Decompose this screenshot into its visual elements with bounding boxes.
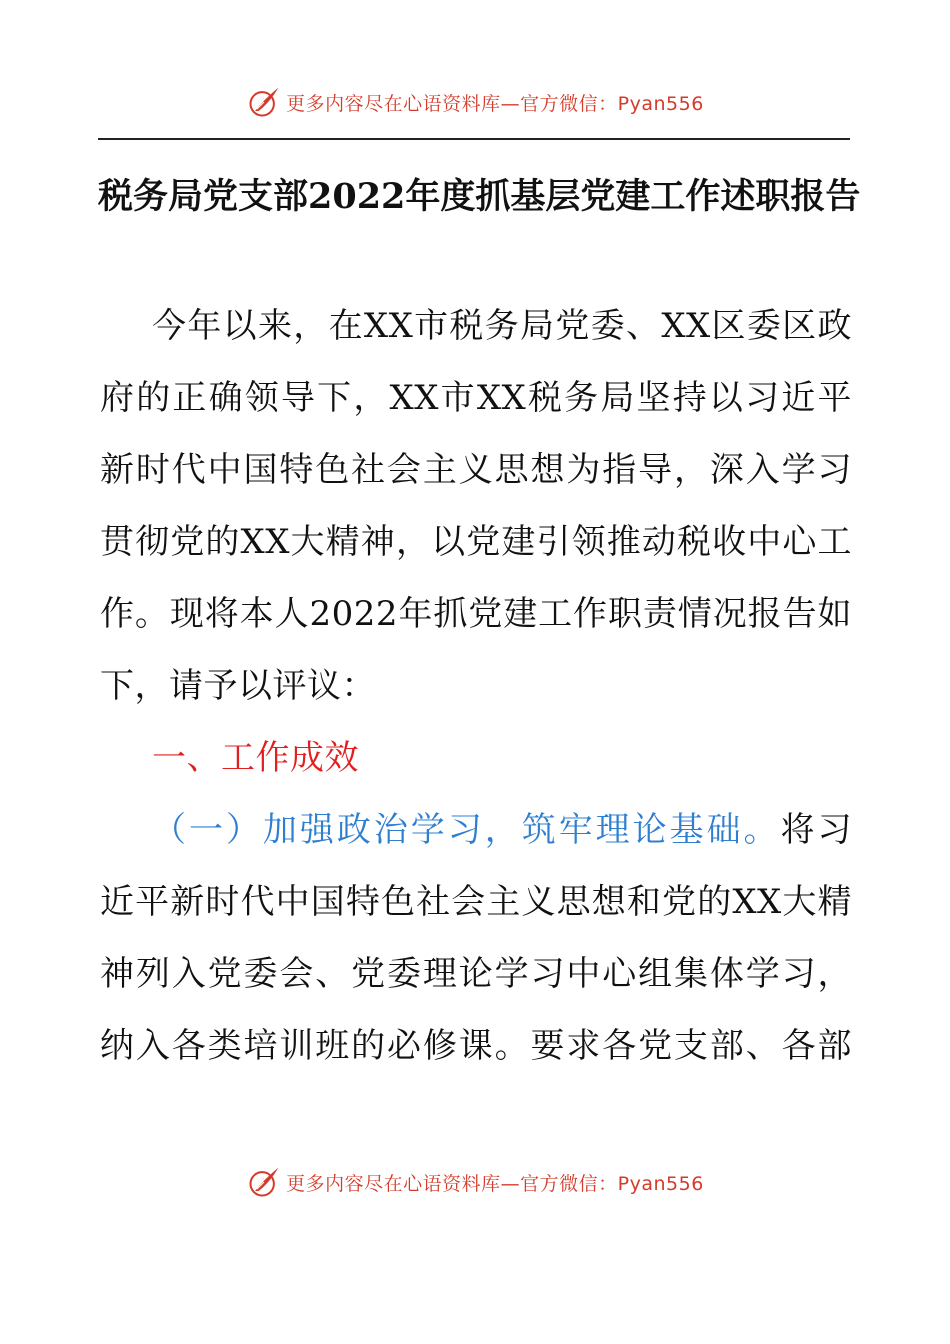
section-heading: 一、工作成效 bbox=[152, 738, 359, 778]
quill-pen-logo-icon bbox=[246, 84, 282, 120]
watermark-text bbox=[286, 1169, 704, 1196]
quill-pen-logo-icon bbox=[246, 1164, 282, 1200]
document-title: 税务局党支部2022年度抓基层党建工作述职报告 bbox=[98, 176, 861, 217]
bottom-watermark-banner bbox=[0, 1162, 950, 1202]
paragraph-2-line-2: 近平新时代中国特色社会主义思想和党的XX大精 bbox=[100, 882, 852, 922]
watermark-label: 更多内容尽在心语资料库—官方微信： bbox=[286, 92, 618, 115]
paragraph-2-line-4: 纳入各类培训班的必修课。要求各党支部、各部 bbox=[100, 1026, 852, 1066]
paragraph-2-line-3: 神列入党委会、党委理论学习中心组集体学习， bbox=[100, 954, 852, 994]
paragraph-1-line-5: 作。现将本人2022年抓党建工作职责情况报告如 bbox=[100, 594, 852, 634]
watermark-text bbox=[286, 89, 704, 116]
top-watermark-banner bbox=[0, 82, 950, 122]
wechat-id: Pyan556 bbox=[617, 1172, 704, 1195]
paragraph-2-first-line-rest: 将习 bbox=[780, 810, 853, 850]
paragraph-1-line-2: 府的正确领导下，XX市XX税务局坚持以习近平 bbox=[100, 378, 852, 418]
paragraph-2-line-1 bbox=[100, 794, 852, 866]
paragraph-1-line-4: 贯彻党的XX大精神，以党建引领推动税收中心工 bbox=[100, 522, 852, 562]
paragraph-1-line-1: 今年以来，在XX市税务局党委、XX区委区政 bbox=[152, 306, 852, 346]
document-body bbox=[100, 290, 852, 1082]
watermark-label: 更多内容尽在心语资料库—官方微信： bbox=[286, 1172, 618, 1195]
header-divider bbox=[98, 138, 850, 140]
subheading: （一）加强政治学习，筑牢理论基础。 bbox=[152, 810, 781, 850]
wechat-id: Pyan556 bbox=[617, 92, 704, 115]
paragraph-1-line-6: 下，请予以评议： bbox=[100, 666, 376, 706]
paragraph-1-line-3: 新时代中国特色社会主义思想为指导，深入学习 bbox=[100, 450, 852, 490]
